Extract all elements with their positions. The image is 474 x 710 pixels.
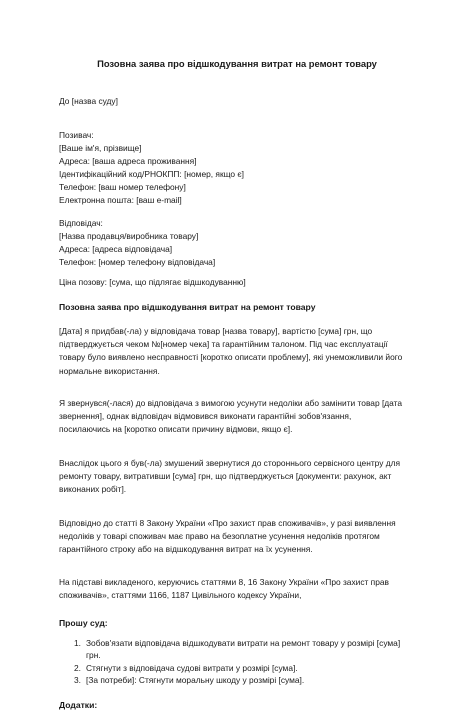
plaintiff-tax-id: Ідентифікаційний код/РНОКПП: [номер, якщо є]	[59, 169, 244, 179]
request-list	[74, 637, 424, 687]
paragraph-line: підтверджується чеком №[номер чека] та гарантійним талоном. Під час експлуатації	[59, 339, 388, 350]
paragraph-purchase	[59, 325, 429, 378]
list-item-number: 2.	[74, 662, 81, 673]
paragraph-line: виконаних робіт].	[59, 484, 127, 495]
paragraph-line: недоліків у товарі споживач має право на безоплатне усунення недоліків протягом	[59, 531, 380, 542]
court-name: До [назва суду]	[59, 96, 118, 106]
defendant-label: Відповідач:	[59, 218, 103, 228]
paragraph-line: нормальне використання.	[59, 365, 160, 376]
plaintiff-phone: Телефон: [ваш номер телефону]	[59, 182, 186, 192]
paragraph-line: посилаючись на [коротко описати причину відмови, якщо є].	[59, 424, 293, 435]
list-item-text: Стягнути з відповідача судові витрати у розмірі [сума].	[86, 662, 298, 673]
plaintiff-email: Електронна пошта: [ваш e-mail]	[59, 195, 182, 205]
attachments-heading: Додатки:	[59, 700, 98, 710]
list-item	[74, 674, 424, 686]
defendant-phone: Телефон: [номер телефону відповідача]	[59, 257, 216, 267]
paragraph-grounds	[59, 576, 429, 602]
paragraph-line: На підставі викладеного, керуючись статтями 8, 16 Закону України «Про захист прав	[59, 577, 389, 587]
list-item	[74, 662, 424, 674]
section-heading: Позовна заява про відшкодування витрат на ремонт товару	[59, 302, 316, 312]
plaintiff-label: Позивач:	[59, 130, 94, 140]
paragraph-line: [Дата] я придбав(-ла) у відповідача товар [назва товару], вартістю [сума] грн, що	[59, 326, 373, 336]
list-item-number: 3.	[74, 675, 81, 686]
paragraph-repair	[59, 457, 429, 497]
document-title: Позовна заява про відшкодування витрат на ремонт товару	[97, 58, 377, 69]
list-item	[74, 637, 424, 662]
paragraph-line: споживачів», статтями 1166, 1187 Цивільного кодексу України,	[59, 590, 302, 601]
paragraph-appeal	[59, 397, 429, 437]
paragraph-line: гарантійного строку або на відшкодування витрат на їх усунення.	[59, 544, 313, 555]
claim-price: Ціна позову: [сума, що підлягає відшкодуванню]	[59, 277, 246, 287]
list-item-number: 1.	[74, 638, 81, 648]
list-item-text: [За потреби]: Стягнути моральну шкоду у розмірі [сума].	[86, 675, 305, 686]
request-heading: Прошу суд:	[59, 618, 108, 628]
defendant-name: [Назва продавця/виробника товару]	[59, 231, 199, 241]
paragraph-line: звернення], однак відповідач відмовився виконати гарантійні зобов'язання,	[59, 411, 352, 422]
plaintiff-address: Адреса: [ваша адреса проживання]	[59, 156, 197, 166]
plaintiff-name: [Ваше ім'я, прізвище]	[59, 143, 142, 153]
paragraph-line: Внаслідок цього я був(-ла) змушений звернутися до стороннього сервісного центру для	[59, 458, 401, 468]
paragraph-line: ремонту товару, витративши [сума] грн, що підтверджується [документи: рахунок, акт	[59, 471, 392, 482]
paragraph-line: товару було виявлено несправності [коротко описати проблему], які унеможливили його	[59, 352, 403, 363]
defendant-address: Адреса: [адреса відповідача]	[59, 244, 173, 254]
list-item-text: Зобов'язати відповідача відшкодувати витрати на ремонт товару у розмірі [сума]	[86, 638, 401, 648]
paragraph-line: Я звернувся(-лася) до відповідача з вимогою усунути недоліки або замінити товар [дата	[59, 398, 403, 408]
paragraph-line: Відповідно до статті 8 Закону України «Про захист прав споживачів», у разі виявлення	[59, 518, 396, 528]
list-item-text: грн.	[86, 650, 101, 661]
paragraph-law	[59, 517, 429, 557]
